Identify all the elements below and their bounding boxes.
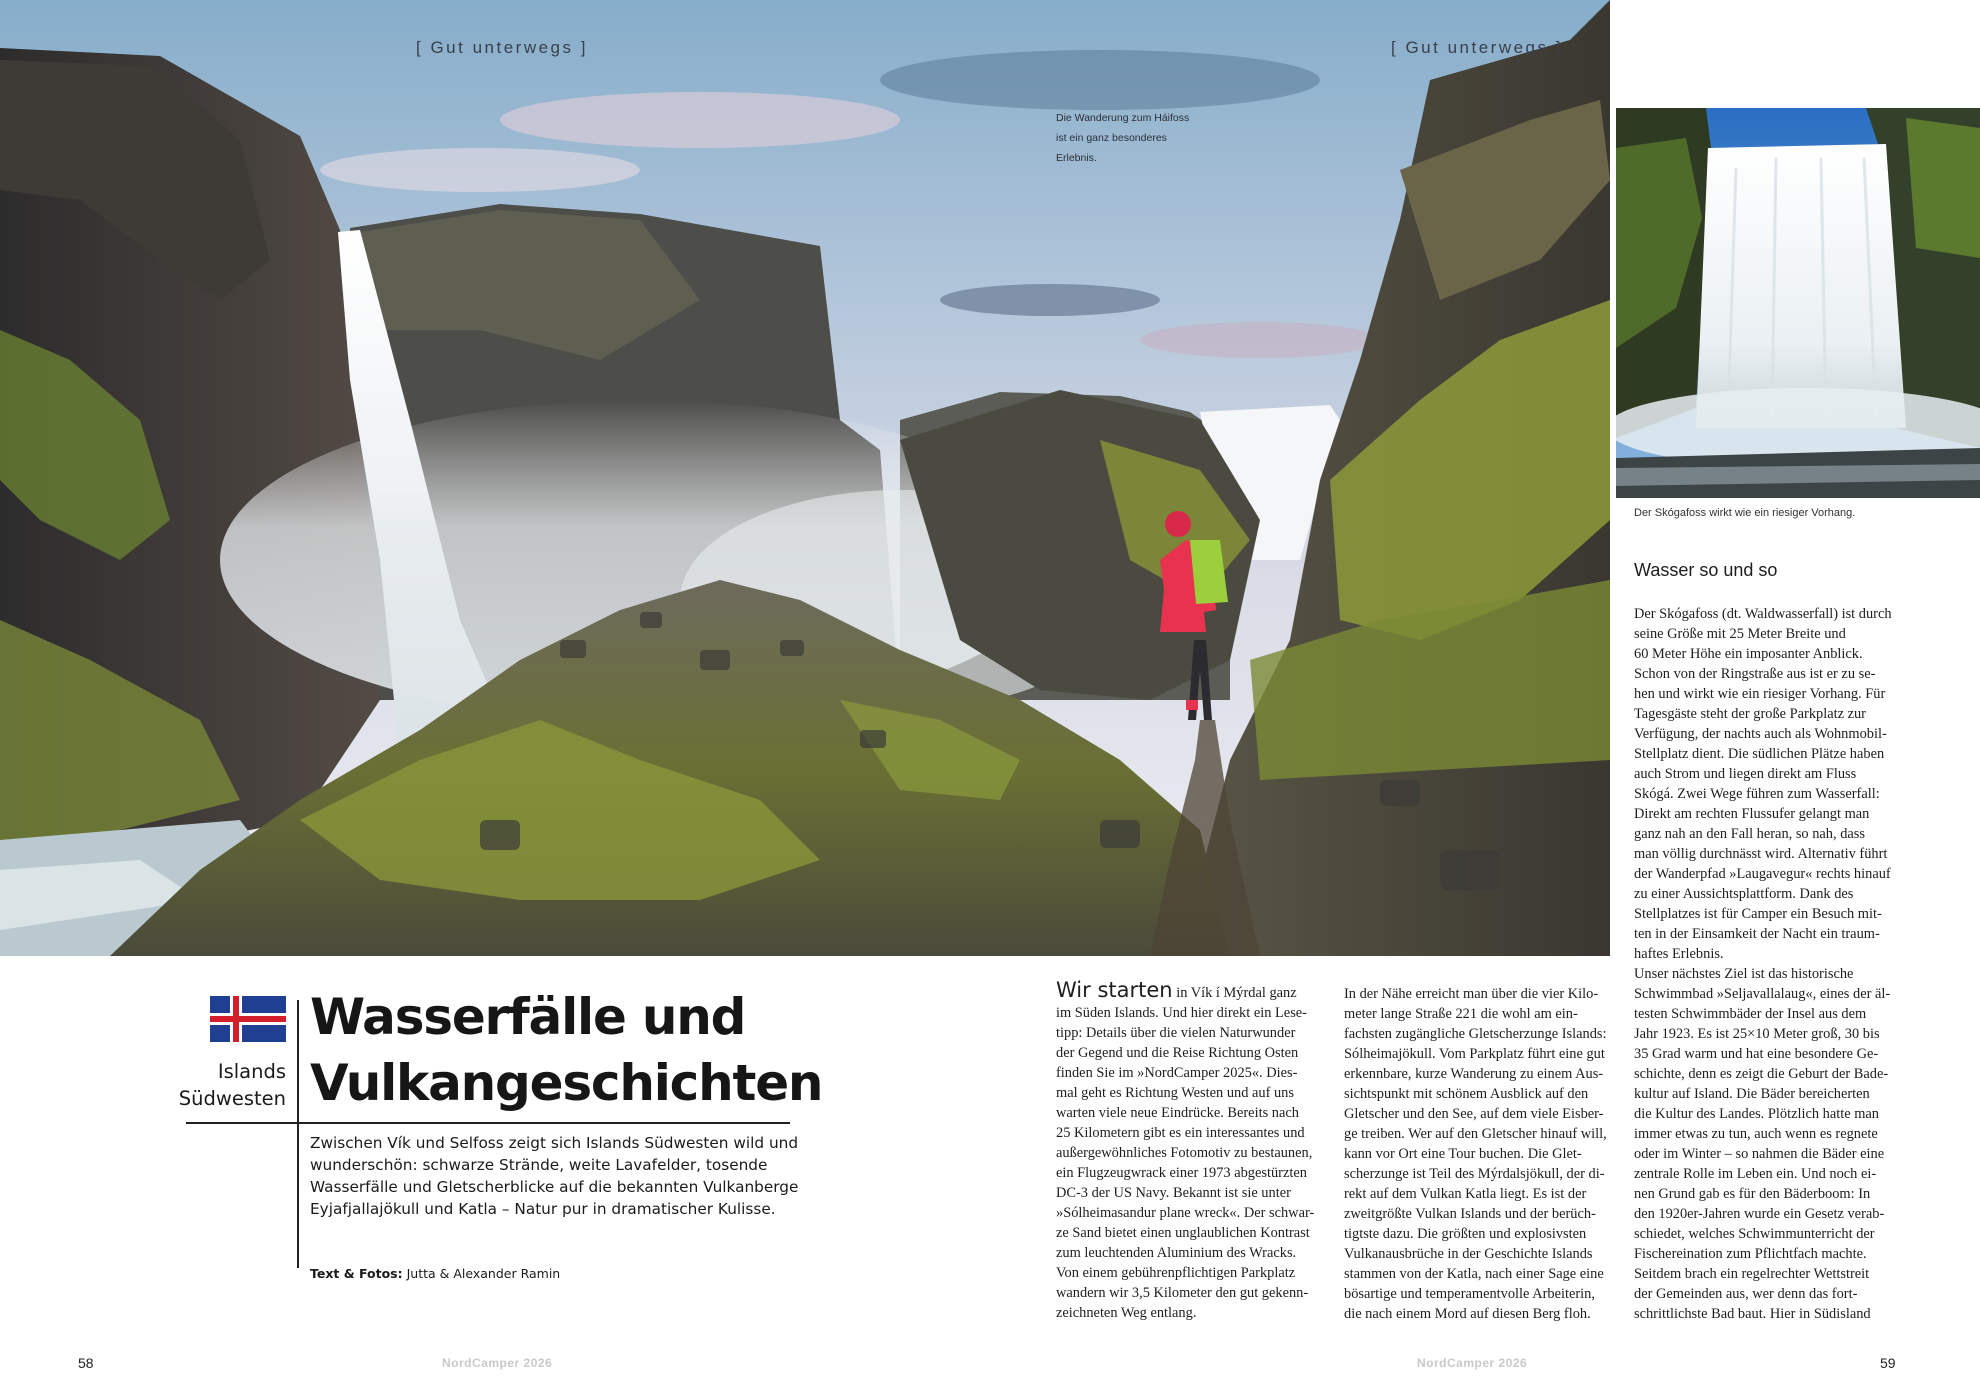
article-credit [310,1266,560,1281]
page-number-right: 59 [1880,1355,1896,1371]
credit-label: Text & Fotos: [310,1266,403,1281]
hero-caption: Die Wanderung zum Háifoss ist ein ganz besonderes Erlebnis. [1056,112,1190,164]
article-intro: Zwischen Vík und Selfoss zeigt sich Islands Südwesten wild und wunderschön: schwarze Strände, weite Lavafelder, tosende Wasserfälle und Gletscherblicke auf die bekannten Vulkanberge Eyjafjallajökull und Katla – Natur pur in dramatischer Kulisse. [310,1134,799,1218]
section-tag-right: [ Gut unterwegs ] [1391,38,1563,57]
side-photo-caption: Der Skógafoss wirkt wie ein riesiger Vorhang. [1634,507,1856,519]
credit-names: Jutta & Alexander Ramin [406,1266,561,1281]
article-column-1 [1056,980,1336,1323]
title-divider-vertical [297,1000,299,1268]
region-label: Islands Südwesten [178,1060,286,1110]
side-photo-waterfall [1616,108,1980,498]
column-1-body: in Vík í Mýrdal ganz im Süden Islands. Und hier direkt ein Lese- tipp: Details über die vielen Naturwunder der Gegend und die Reise Richtung Osten finden Sie im »NordCamper 2025«. Dies- mal geht es Richtung Westen und auf uns warten viele neue Eindrücke. Bereits nach 25 Kilometern gibt es ein interessantes und außergewöhnliches Fotomotiv zu bestaunen, ein Flugzeugwrack einer 1973 abgestürzten DC-3 der US Navy. Bekannt ist sie unter »Sólheimasandur plane wreck«. Der schwar- ze Sand bietet einen unglaublichen Kontrast zum leuchtenden Aluminium des Wracks. Von einem gebührenpflichtigen Parkplatz wandern wir 3,5 Kilometer den gut gekenn- zeichneten Weg entlang. [1056,985,1315,1321]
sidebar-body: Der Skógafoss (dt. Waldwasserfall) ist durch seine Größe mit 25 Meter Breite und 60 Meter Höhe ein imposanter Anblick. Schon von der Ringstraße aus ist er zu se- hen und wirkt wie ein riesiger Vorhang. Für Tagesgäste steht der große Parkplatz zur Verfügung, der nachts auch als Wohnmobil- Stellplatz dient. Die südlichen Plätze haben auch Strom und liegen direkt am Fluss Skógá. Zwei Wege führen zum Wasserfall: Direkt am rechten Flussufer gelangt man ganz nah an den Fall heran, so nah, dass man völlig durchnässt wird. Alternativ führt der Wanderpfad »Laugavegur« rechts hinauf zu einer Aussichtsplattform. Dank des Stellplatzes ist für Camper ein Besuch mit- ten in der Einsamkeit der Nacht ein traum- haftes Erlebnis. Unser nächstes Ziel ist das historische Schwimmbad »Seljavallalaug«, eines der äl- testen Schwimmbäder der Insel aus dem Jahr 1923. Es ist 25×10 Meter groß, 30 bis 35 Grad warm und hat eine besondere Ge- schichte, denn es zeigt die Geburt der Bade- kultur auf Island. Die Bäder bereicherten die Kultur des Landes. Plötzlich hatte man immer etwas zu tun, auch wenn es regnete oder im Winter – so nahmen die Bäder eine zentrale Rolle im Leben ein. Und noch ei- nen Grund gab es für den Bäderboom: In den 1920er-Jahren wurde ein Gesetz verab- schiedet, welches Schwimmunterricht der Fischereination zum Pflichtfach machte. Seitdem brach ein regelrechter Wettstreit der Gemeinden aus, wer denn das fort- schrittlichste Bad baut. Hier in Südisland [1634,606,1892,1322]
section-tag-left: [ Gut unterwegs ] [416,38,588,57]
article-column-2: In der Nähe erreicht man über die vier Kilo- meter lange Straße 221 die wohl am ein- fachsten zugängliche Gletscherzunge Islands: Sólheimajökull. Vom Parkplatz führt eine gut erkennbare, kurze Wanderung zu einem Aus- sichtspunkt mit schönem Ausblick auf den Gletscher und den See, auf dem viele Eisber- ge treiben. Wer auf den Gletscher hinauf will, kann vor Ort eine Tour buchen. Die Glet- scherzunge ist Teil des Mýrdalsjökull, der di- rekt auf dem Vulkan Katla liegt. Es ist der zweitgrößte Vulkan Islands und der berüch- tigtste dazu. Die größten und explosivsten Vulkanausbrüche in der Geschichte Islands stammen von der Katla, nach einer Sage eine bösartige und temperamentvolle Arbeiterin, die nach einem Mord auf diesen Berg floh. [1344,986,1607,1322]
sidebar-heading: Wasser so und so [1634,560,1778,580]
column-1-lead: Wir starten [1056,978,1173,1002]
page-number-left: 58 [78,1355,94,1371]
iceland-flag-icon [210,996,286,1042]
title-divider-horizontal [186,1122,790,1124]
article-headline: Wasserfälle und Vulkangeschichten [310,988,823,1112]
magazine-name-right: NordCamper 2026 [1417,1356,1528,1370]
magazine-name-left: NordCamper 2026 [442,1356,553,1370]
